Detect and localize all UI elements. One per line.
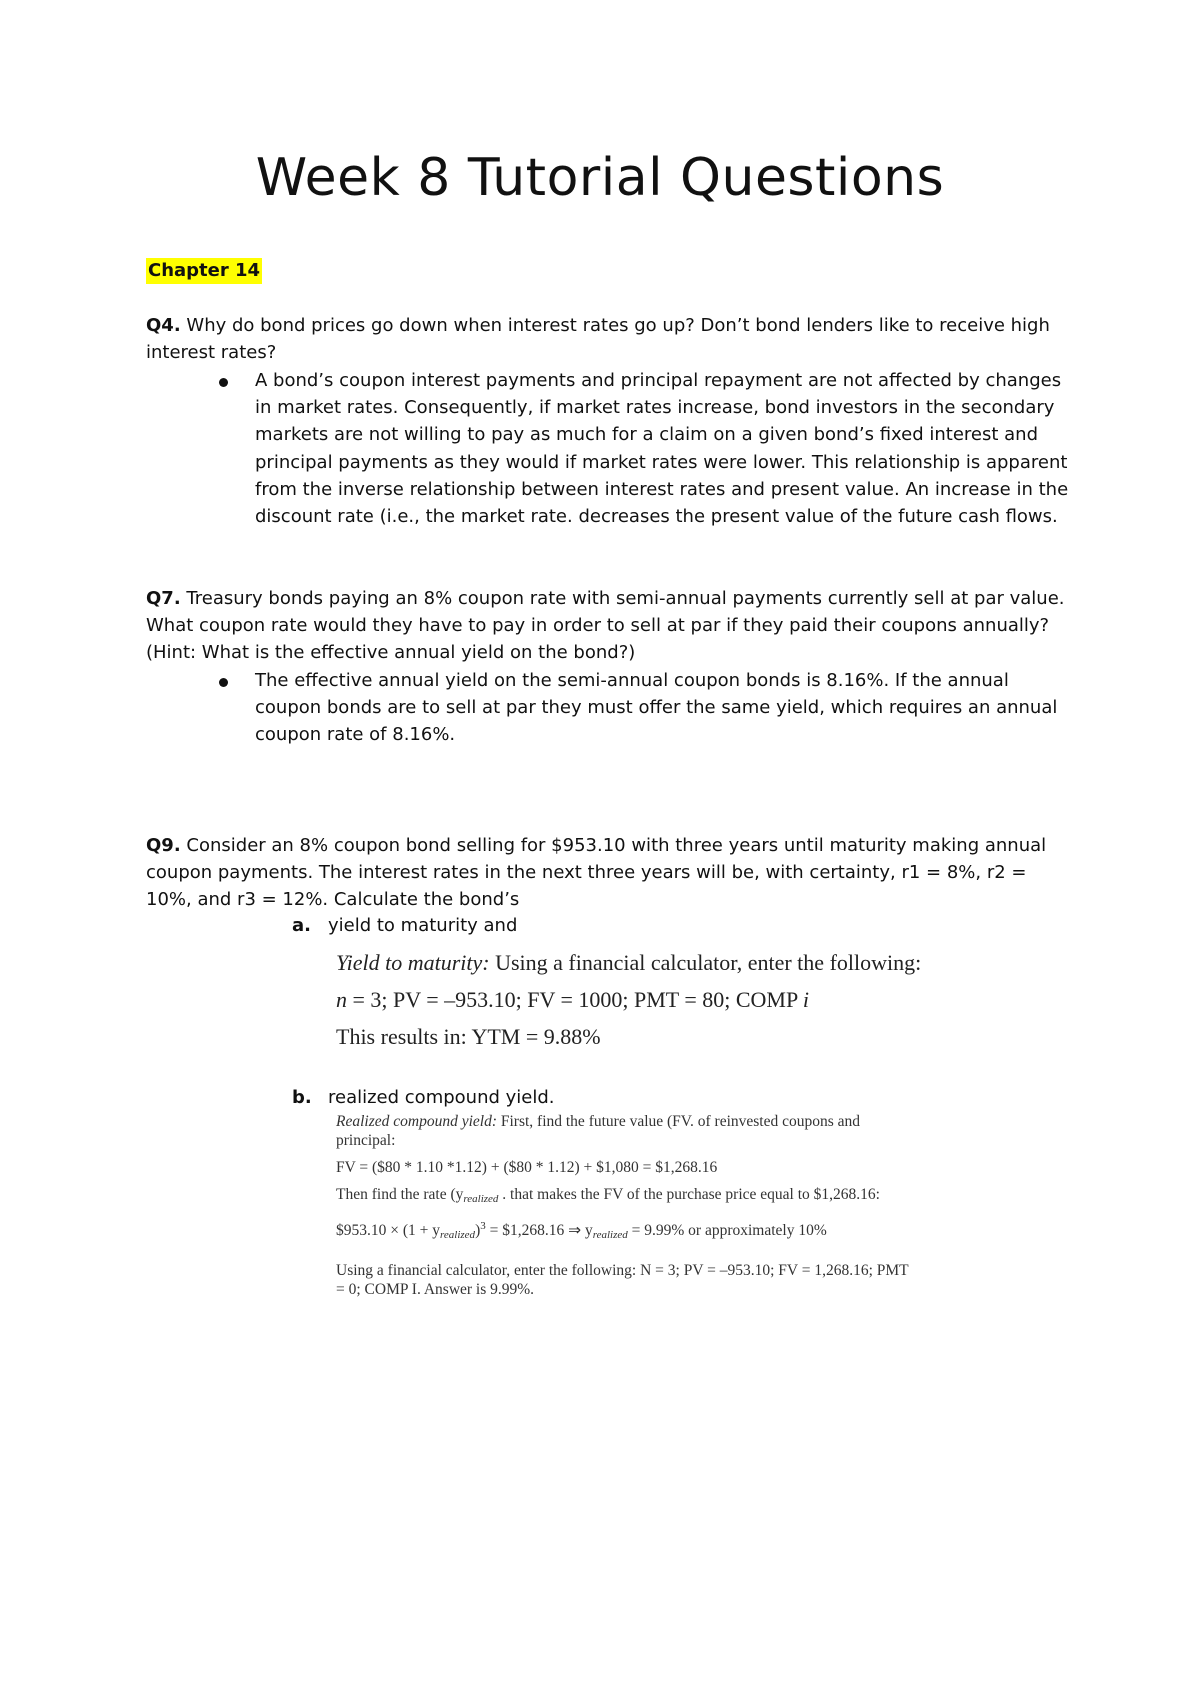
bullet-icon [219,678,228,687]
rcy-heading: Realized compound yield: [336,1113,497,1130]
ytm-line-3: This results in: YTM = 9.88% [336,1024,601,1049]
q4-answer: A bond’s coupon interest payments and principal repayment are not affected by changes in market rates. Consequently, if market rates increase, bond investors in the secondary markets are not willing to pay as much for a claim on a given bond’s fixed interest and principal payments as they would if market rates were lower. This relationship is apparent from the inverse relationship between interest rates and present value. An increase in the discount rate (i.e., the market rate. decreases the present value of the future cash flows. [255,370,1069,528]
rcy-line-5a: $953.10 × (1 + y [336,1222,441,1240]
rcy-solution-image [336,1112,956,1299]
question-q4 [146,312,1076,366]
q4-label: Q4. [146,315,181,336]
q7-question-text: Treasury bonds paying an 8% coupon rate with semi-annual payments currently sell at par value. What coupon rate would they have to pay in order to sell at par if they paid their coupons annually? (Hint: What is the effective annual yield on the bond?) [146,588,1065,663]
rcy-line-1 [336,1112,956,1131]
q4-question-text: Why do bond prices go down when interest rates go up? Don’t bond lenders like to receive high interest rates? [146,315,1050,363]
ytm-line-1 [336,944,921,981]
rcy-line-5b: ) [475,1222,481,1240]
part-b-label: b. [292,1087,312,1108]
q9-label: Q9. [146,835,181,856]
chapter-heading: Chapter 14 [146,258,262,284]
ytm-i: i [802,987,810,1012]
rcy-line-4b: . that makes the FV of the purchase price equal to $1,268.16: [498,1186,880,1203]
rcy-line-3: FV = ($80 * 1.10 *1.12) + ($80 * 1.12) + $1,080 = $1,268.16 [336,1159,718,1176]
rcy-line-5-sup: 3 [480,1220,486,1232]
page-title: Week 8 Tutorial Questions [255,148,945,208]
part-a-label: a. [292,915,311,936]
q7-answer: The effective annual yield on the semi-annual coupon bonds is 8.16%. If the annual coupon bonds are to sell at par they must offer the same yield, which requires an annual coupon rate of 8.16%. [255,670,1058,746]
rcy-line-4-sub: realized [463,1193,499,1205]
q7-label: Q7. [146,588,181,609]
q9-question-text: Consider an 8% coupon bond selling for $953.10 with three years until maturity making annual coupon payments. The interest rates in the next three years will be, with certainty, r1 = 8%, r2 = 10%, and r3 = 12%. Calculate the bond’s [146,835,1047,910]
rcy-line-5c: = $1,268.16 ⇒ y [485,1222,593,1240]
rcy-line-4 [336,1185,956,1209]
ytm-n: n [336,987,347,1012]
rcy-line-1-text: First, find the future value (FV. of reinvested coupons and [496,1113,861,1130]
part-b-text: realized compound yield. [328,1087,555,1108]
rcy-line-2: principal: [336,1132,396,1149]
part-a-text: yield to maturity and [328,915,518,936]
question-q7 [146,585,1076,666]
rcy-line-6: Using a financial calculator, enter the following: N = 3; PV = –953.10; FV = 1,268.16; PMT [336,1262,909,1280]
ytm-heading: Yield to maturity: [336,950,490,975]
rcy-line-5d: = 9.99% or approximately 10% [627,1222,827,1240]
ytm-line-1-text: Using a financial calculator, enter the following: [489,950,922,975]
rcy-line-5-sub1: realized [440,1229,476,1242]
rcy-line-7: = 0; COMP I. Answer is 9.99%. [336,1281,535,1299]
bullet-icon [219,378,228,387]
rcy-line-5 [336,1217,956,1245]
ytm-line-2 [336,981,921,1018]
ytm-line-2-text: = 3; PV = –953.10; FV = 1000; PMT = 80; COMP [347,987,803,1012]
ytm-solution-image [336,944,921,1055]
question-q9 [146,832,1076,913]
rcy-line-5-sub2: realized [592,1229,628,1242]
rcy-line-4a: Then find the rate (y [336,1186,464,1203]
